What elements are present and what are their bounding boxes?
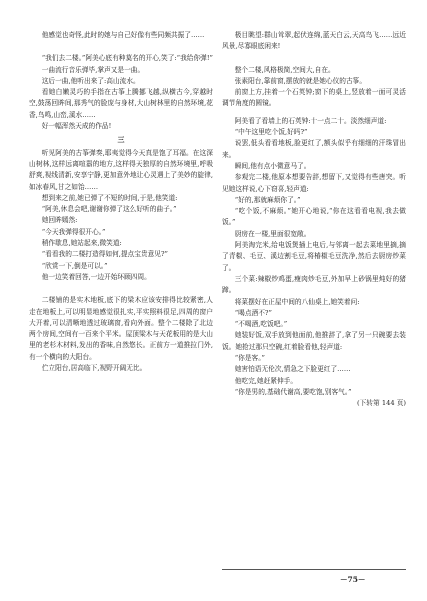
left-paras-d: [29, 295, 213, 374]
paragraph: “我们去二楼。”阿美心底有种莫名的开心,笑了:“我给你弹!”: [41, 54, 213, 63]
paragraph: 她装好饭,双手放到他面前,他推辞了,拿了另一只碗要去装饭。她抢过那只空碗,红着脸看他,轻声道:: [222, 331, 406, 351]
paragraph: 她回眸嫣然:: [41, 216, 78, 225]
paragraph: “欣赏一下,倒是可以。”: [41, 261, 108, 270]
left-paras-a: [29, 30, 213, 41]
paragraph: “你是男的,基础代谢高,要吃饱,别客气。”: [234, 387, 352, 396]
paragraph: “你是客。”: [234, 354, 265, 363]
paragraph: 二楼铺的是实木地板,底下的梁木应该安排得比较紧密,人走在地板上,可以明显地感觉很扎实,平实照料很足,四周的窗户大开着,可以清晰地透过玻璃窗,看向外面。整个二楼除了北边两个房间,空间有一百来个平米。屋顶梁木与天花板用的是大山里的老杉木材料,发出的香味,自然悠长。正前方一道推拉门外,有一个横向的大阳台。: [29, 296, 213, 361]
paragraph: 他一边笑着回答,一边开始环顾四周。: [41, 272, 151, 281]
paragraph: “喝点酒不?”: [234, 308, 272, 317]
section-number: 三: [117, 135, 125, 145]
paragraph: 参观完二楼,他原本想要告辞,想留下,又觉得有些唐突。听见她这样说,心下窃喜,轻声道:: [222, 173, 406, 193]
paragraph: 她害怕语无伦次,情急之下脸更红了……: [234, 365, 351, 374]
paragraph: “吃个饭,不麻烦。”她开心地说,“你在这看看电视,我去做饭。”: [222, 207, 406, 227]
left-paras-b: [29, 53, 213, 132]
right-column: [222, 30, 406, 410]
paragraph: “阿美,休息会吧,谢谢你弹了这么好听的曲子。”: [41, 205, 177, 214]
paragraph: 厨房在一楼,里面很宽敞。: [234, 229, 311, 238]
paragraph: 想到来之前,她已弹了不短的时间,于是,他笑道:: [41, 193, 178, 202]
paragraph: 他感觉也奇怪,此时的她与自己好像有些同频共振了……: [41, 31, 205, 39]
paragraph: “中午这里吃个饭,好吗?”: [234, 128, 308, 137]
paragraph: 瞬间,他有点小微意马了。: [234, 161, 311, 170]
paragraph: 将菜摆好在正屋中间的八仙桌上,她笑着问:: [234, 297, 360, 306]
right-paras-a: [222, 30, 406, 53]
paragraph: 一曲流行音乐弹毕,掌声又是一曲。: [41, 65, 145, 74]
right-paras-c: [222, 116, 406, 410]
left-paras-c: [29, 148, 213, 284]
paragraph: 看她白嫩灵巧的手指在古筝上腾挪飞越,纵横古今,穿越时空,鼓荡回眸间,那秀气的脸庞与身材,大山树林里的自然环境,花香,鸟鸣,山峦,溪水……: [29, 88, 213, 119]
paragraph: “今天我弹得很开心。”: [41, 227, 106, 236]
paragraph: 极目眺望:群山耸翠,起伏连绵,蓝天白云,天高鸟飞……远近风景,尽寡眼底闲来!: [222, 31, 406, 51]
paragraph: “好的,那就麻烦你了。”: [234, 195, 301, 204]
paragraph: 稍作歇息,她站起来,微笑道:: [41, 239, 122, 248]
paragraph: 张素阳台,靠前窗,摆放的就是她心仪的古筝。: [234, 76, 367, 85]
paragraph: 说罢,低头看看地板,脸更红了,额头似乎有细细的汗珠冒出来。: [222, 139, 406, 159]
paragraph: 三个菜:辣椒炒鸡蛋,瘦肉炒毛豆,外加早上砂锅里炖好的猪蹄。: [222, 274, 406, 295]
right-paras-b: [222, 65, 406, 110]
page-divider: [222, 569, 406, 570]
paragraph: 听见阿美的古筝弹奏,耶夷觉得今天真是饱了耳福。在这深山树林,这样远离喧嚣的地方,这样得天独厚的自然环境里,呼吸舒爽,视线清新,安享宁静,更加意外地让心灵遇上了美妙的旋律,如冰春风,甘之如饴……: [29, 148, 213, 191]
page-number: －75－: [340, 575, 366, 584]
paragraph: “看看我的二楼打造得如何,提点宝贵意见?”: [41, 250, 168, 259]
paragraph: 前窗上方,挂着一个石英钟;窗下的桌上,竖放着一面可灵活调节角度的圆镜。: [222, 88, 406, 108]
paragraph: 好一幅浑然天成的作品!: [41, 122, 112, 131]
paragraph: “不喝酒,吃饭吧。”: [234, 320, 288, 329]
paragraph: 伫立阳台,居高临下,视野开阔无比。: [41, 364, 147, 373]
paragraph: 整个二楼,风格极简,空间大,自在。: [234, 65, 335, 74]
continued-note: (下转第 144 页): [357, 399, 406, 408]
paragraph: 阿美淘完米,给电饭煲插上电后,与邻离一起去菜地里摘,摘了青椒、毛豆、溪边割毛豆,将椿椒毛豆洗净,然后去厨房炒菜了。: [222, 241, 406, 272]
paragraph: 他吃完,她赶紧伸手。: [234, 376, 298, 385]
paragraph: 这后一曲,他听出来了:高山流水。: [41, 76, 140, 85]
left-column: [29, 30, 213, 374]
paragraph: 阿美看了看墙上的石英钟:十一点二十。淡然细声道:: [234, 116, 387, 125]
